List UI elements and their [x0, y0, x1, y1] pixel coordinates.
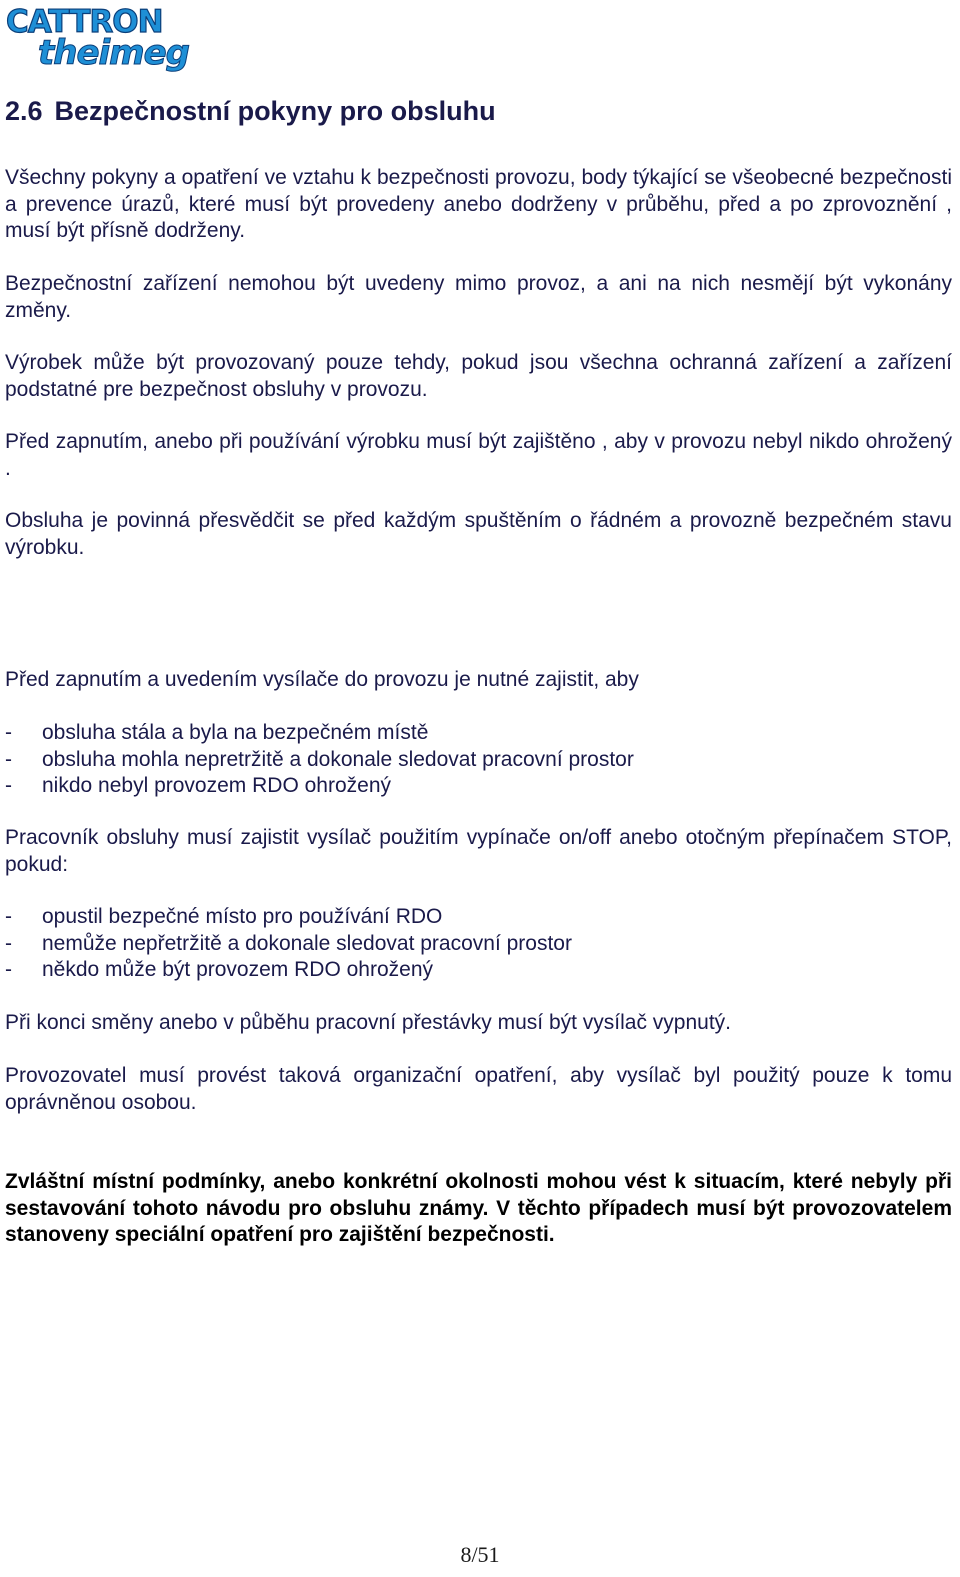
paragraph-general-safety: Všechny pokyny a opatření ve vztahu k bezpečnosti provozu, body týkající se všeobecné bezpečnosti a prevence úrazů, které musí být provedeny anebo dodrženy v průběhu, před a po zprovoznění , musí být přísně dodrženy. [5, 166, 952, 242]
logo-line2: theimeg [38, 33, 189, 72]
section-number: 2.6 [5, 96, 43, 126]
list-item: - opustil bezpečné místo pro používání RDO [5, 904, 952, 931]
list-marker: - [5, 774, 12, 797]
list-item: - obsluha stála a byla na bezpečném místě [5, 720, 952, 747]
section-heading [5, 96, 496, 127]
paragraph-organizational-measures: Provozovatel musí provést taková organizační opatření, aby vysílač byl použitý pouze k tomu oprávněnou osobou. [5, 1064, 952, 1114]
section-title: Bezpečnostní pokyny pro obsluhu [54, 96, 496, 126]
paragraph-before-start: Před zapnutím, anebo při používání výrobku musí být zajištěno , aby v provozu nebyl nikdo ohrožený . [5, 430, 952, 480]
paragraph-before-transmitter-start: Před zapnutím a uvedením vysílače do provozu je nutné zajistit, aby [5, 668, 639, 691]
list-item: - obsluha mohla nepretržitě a dokonale sledovat pracovní prostor [5, 747, 952, 774]
page-number: 8/51 [460, 1542, 500, 1567]
list-item: - nikdo nebyl provozem RDO ohrožený [5, 773, 952, 800]
list-item: - někdo může být provozem RDO ohrožený [5, 957, 952, 984]
list-marker: - [5, 747, 12, 771]
paragraph-shift-end: Při konci směny anebo v půběhu pracovní přestávky musí být vysílač vypnutý. [5, 1011, 732, 1034]
paragraph-secure-transmitter: Pracovník obsluhy musí zajistit vysílač použitím vypínače on/off anebo otočným přepínačem STOP, pokud: [5, 826, 952, 876]
paragraph-safety-devices: Bezpečnostní zařízení nemohou být uvedeny mimo provoz, a ani na nich nesmějí být vykonány změny. [5, 272, 952, 322]
list-secure-conditions [5, 904, 952, 984]
logo-line1: CATTRON [6, 4, 163, 40]
list-item: - nemůže nepřetržitě a dokonale sledovat pracovní prostor [5, 931, 952, 958]
paragraph-operator-check: Obsluha je povinná přesvědčit se před každým spuštěním o řádném a provozně bezpečném stavu výrobku. [5, 509, 952, 559]
paragraph-operation-conditions: Výrobek může být provozovaný pouze tehdy, pokud jsou všechna ochranná zařízení a zařízení podstatné pre bezpečnost obsluhy v provozu. [5, 351, 952, 401]
notice-special-conditions: Zvláštní místní podmínky, anebo konkrétní okolnosti mohou vést k situacím, které nebyly při sestavování tohoto návodu pro obsluhu známy. V těchto případech musí být provozovatelem stanoveny speciální opatření pro zajištění bezpečnosti. [5, 1170, 952, 1246]
list-marker: - [5, 905, 12, 928]
list-marker: - [5, 958, 12, 981]
list-marker: - [5, 721, 12, 744]
list-start-conditions [5, 720, 952, 800]
cattron-theimeg-logo [4, 2, 224, 72]
list-marker: - [5, 931, 12, 955]
